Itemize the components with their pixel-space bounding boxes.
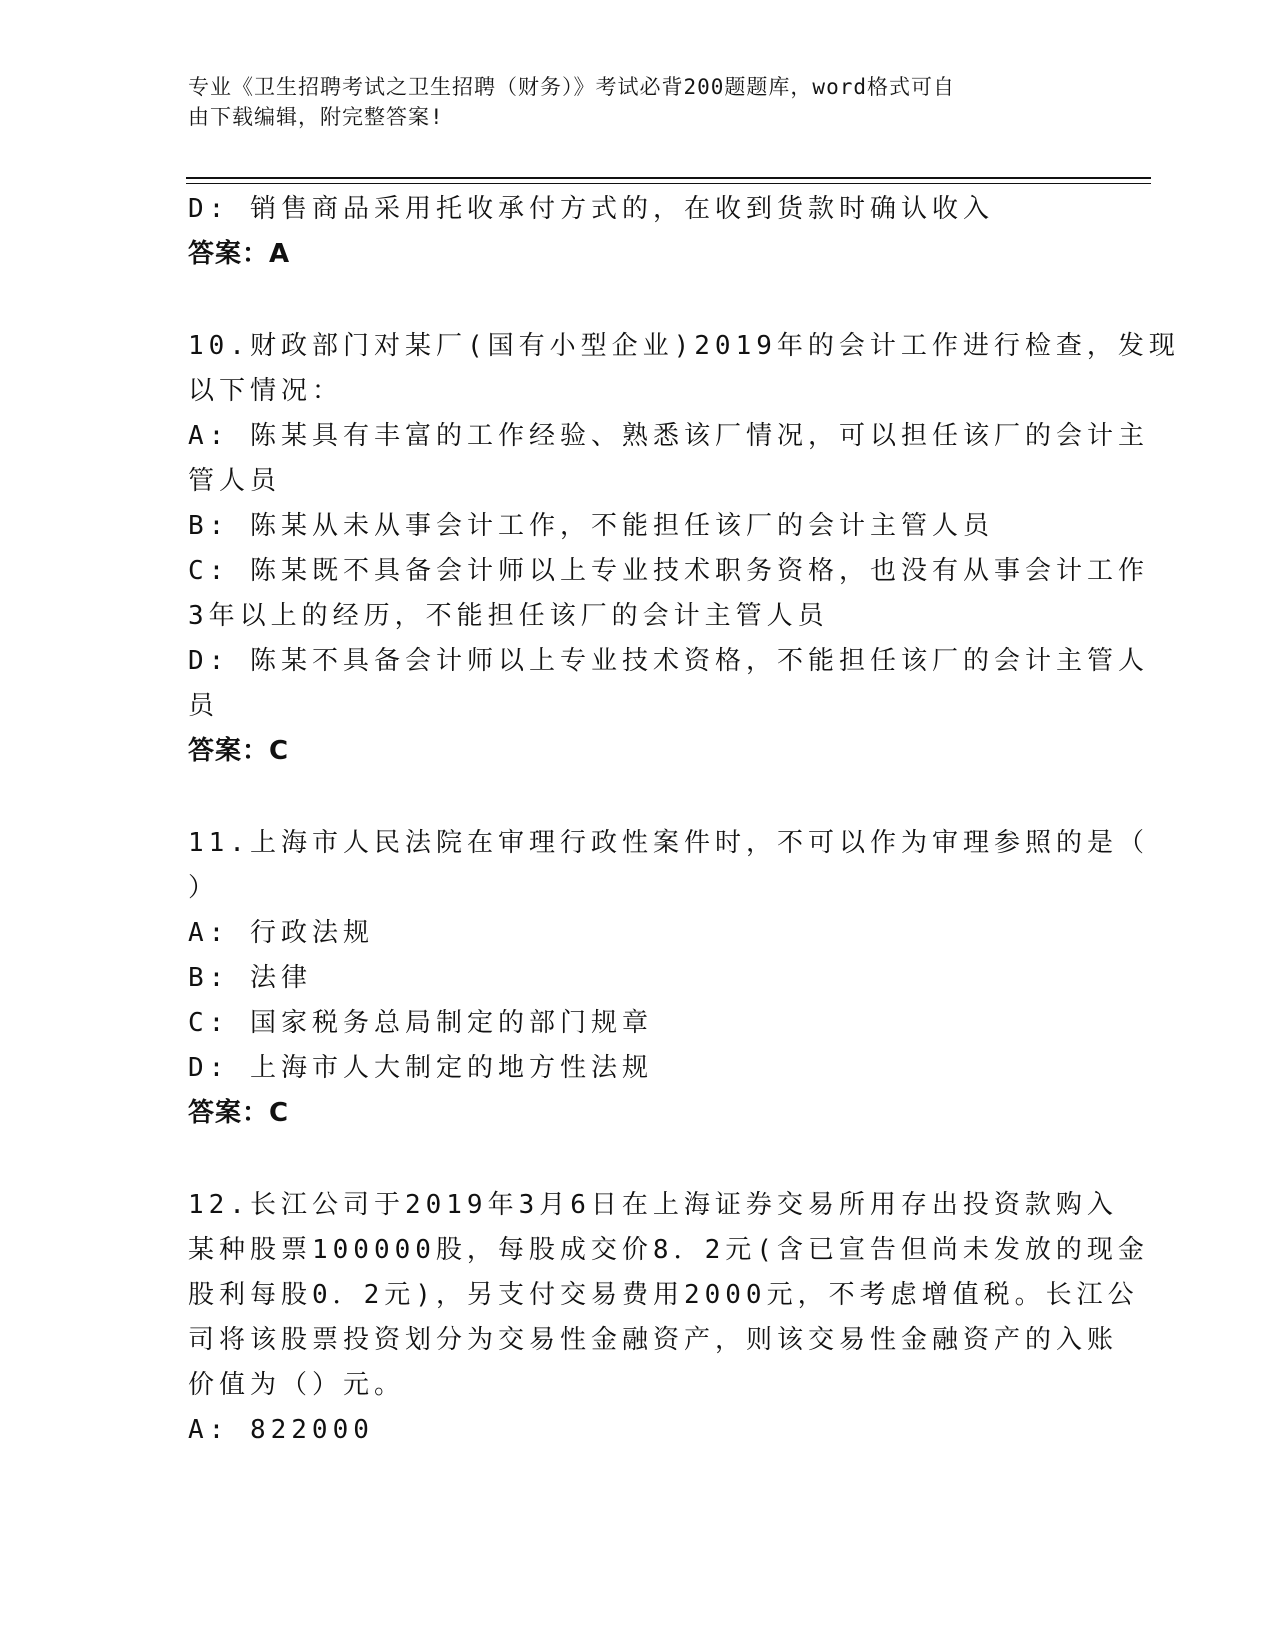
answer-line: 答案：A (188, 239, 291, 269)
answer-line: 答案：C (188, 1098, 290, 1128)
question-line: 股利每股0．2元)，另支付交易费用2000元，不考虑增值税。长江公 (188, 1280, 1139, 1310)
question-line: A: 陈某具有丰富的工作经验、熟悉该厂情况，可以担任该厂的会计主 (188, 421, 1149, 451)
question-line: D: 销售商品采用托收承付方式的，在收到货款时确认收入 (188, 194, 994, 224)
question-block (188, 187, 1093, 277)
header-divider (186, 177, 1151, 179)
block-spacer (188, 774, 1093, 821)
block-spacer (188, 1136, 1093, 1183)
question-line: D: 上海市人大制定的地方性法规 (188, 1053, 653, 1083)
question-line: 12.长江公司于2019年3月6日在上海证券交易所用存出投资款购入 (188, 1190, 1118, 1220)
page-header (188, 72, 1068, 132)
question-block (188, 324, 1180, 774)
question-line: 某种股票100000股，每股成交价8．2元(含已宣告但尚未发放的现金 (188, 1235, 1149, 1265)
question-line: 10.财政部门对某厂(国有小型企业)2019年的会计工作进行检查，发现 (188, 331, 1180, 361)
question-line: B: 法律 (188, 963, 312, 993)
question-line: ） (188, 873, 220, 903)
answer-line: 答案：C (188, 736, 290, 766)
header-line: 专业《卫生招聘考试之卫生招聘（财务）》考试必背200题题库，word格式可自 (188, 75, 955, 99)
question-line: 11.上海市人民法院在审理行政性案件时，不可以作为审理参照的是（ (188, 828, 1149, 858)
question-line: D: 陈某不具备会计师以上专业技术资格，不能担任该厂的会计主管人 (188, 646, 1149, 676)
question-block (188, 821, 1149, 1136)
question-line: 司将该股票投资划分为交易性金融资产，则该交易性金融资产的入账 (188, 1325, 1119, 1355)
block-spacer (188, 277, 1093, 324)
question-line: 以下情况： (188, 376, 344, 406)
question-line: 管人员 (188, 466, 282, 496)
question-line: C: 国家税务总局制定的部门规章 (188, 1008, 653, 1038)
question-block (188, 1183, 1149, 1453)
question-line: B: 陈某从未从事会计工作，不能担任该厂的会计主管人员 (188, 511, 994, 541)
question-line: A: 822000 (188, 1415, 374, 1445)
question-list (188, 187, 1180, 1453)
question-line: 价值为（）元。 (188, 1370, 406, 1400)
question-line: 3年以上的经历，不能担任该厂的会计主管人员 (188, 601, 829, 631)
question-line: 员 (188, 691, 220, 721)
header-divider (186, 183, 1151, 184)
header-line: 由下载编辑，附完整答案! (188, 105, 444, 129)
question-line: A: 行政法规 (188, 918, 374, 948)
question-line: C: 陈某既不具备会计师以上专业技术职务资格，也没有从事会计工作 (188, 556, 1149, 586)
